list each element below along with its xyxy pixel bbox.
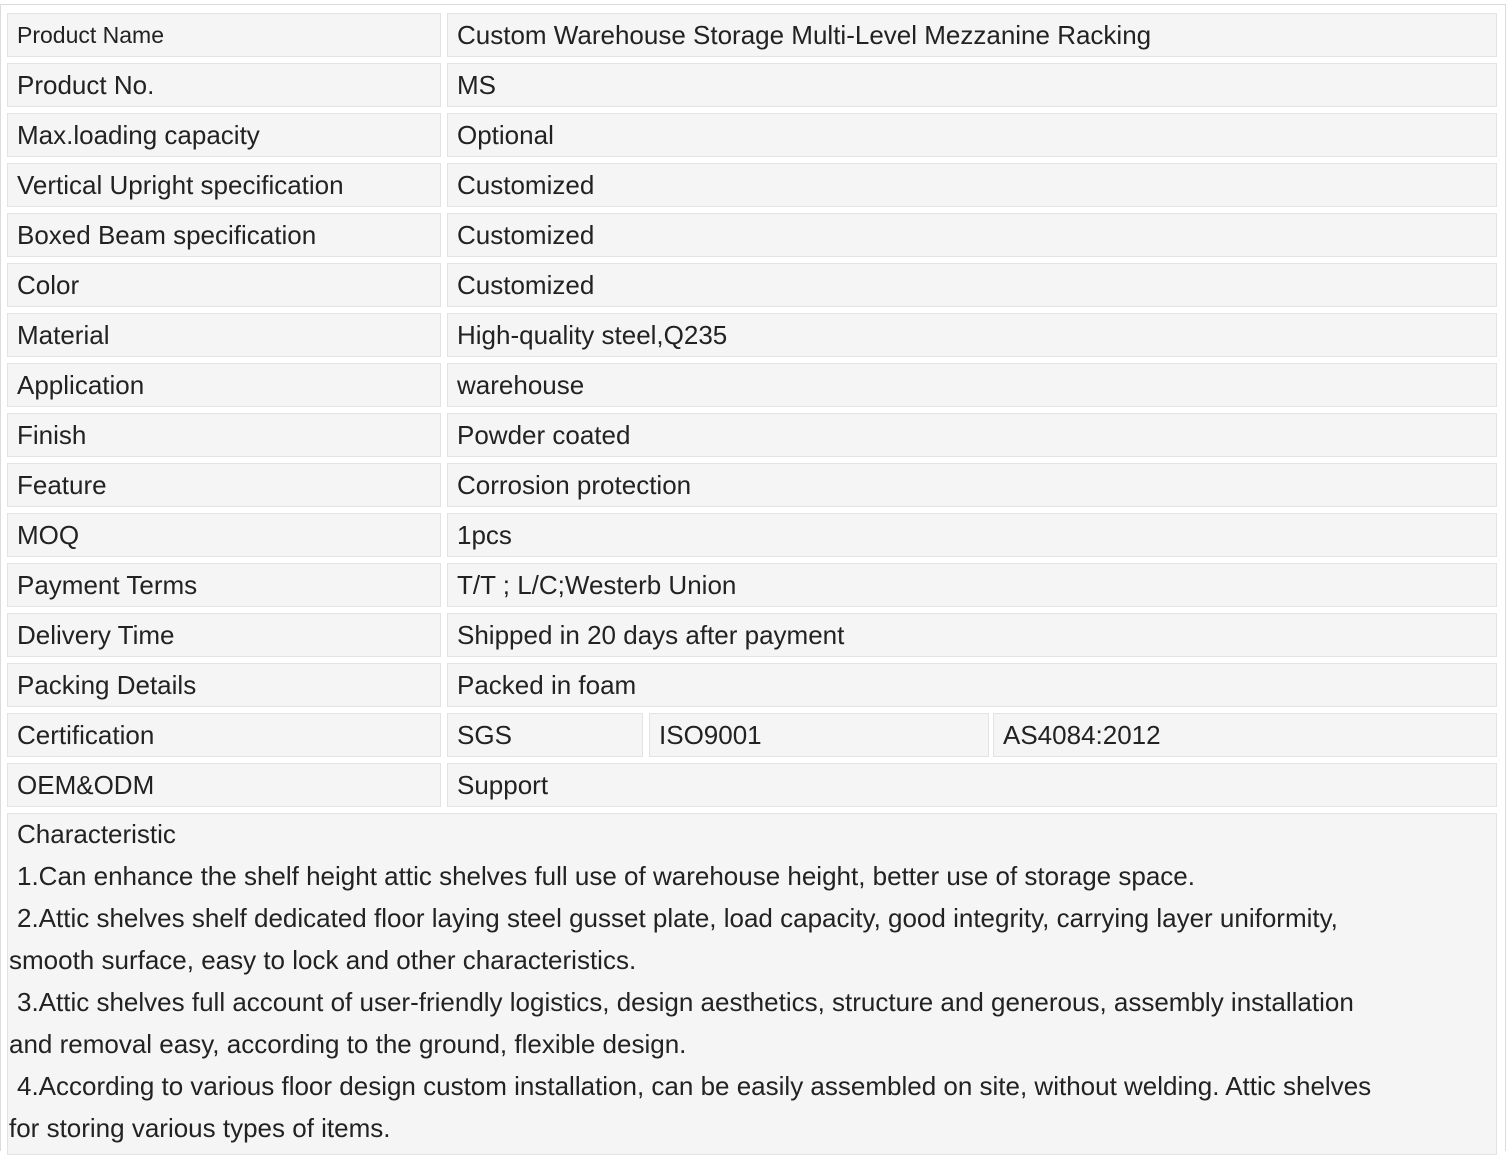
spec-value: warehouse (447, 363, 1497, 407)
spec-value: Corrosion protection (447, 463, 1497, 507)
spec-value: Customized (447, 163, 1497, 207)
characteristic-line: 4.According to various floor design custom installation, can be easily assembled on site, without welding. Attic shelves (17, 1071, 1372, 1101)
spec-value: Support (447, 763, 1497, 807)
spec-value: T/T ; L/C;Westerb Union (447, 563, 1497, 607)
characteristic-title: Characteristic (17, 819, 176, 849)
spec-label: Certification (7, 713, 441, 757)
spec-value: Customized (447, 263, 1497, 307)
spec-label: Product Name (7, 13, 441, 57)
spec-value: MS (447, 63, 1497, 107)
spec-value: Packed in foam (447, 663, 1497, 707)
characteristic-line: and removal easy, according to the ground, flexible design. (9, 1029, 687, 1059)
characteristic-section (7, 813, 1497, 1155)
spec-label: OEM&ODM (7, 763, 441, 807)
certification-value: AS4084:2012 (993, 713, 1497, 757)
spec-label: Material (7, 313, 441, 357)
spec-table (0, 4, 1506, 1151)
spec-label: Finish (7, 413, 441, 457)
spec-value: Powder coated (447, 413, 1497, 457)
spec-label: MOQ (7, 513, 441, 557)
spec-label: Application (7, 363, 441, 407)
spec-value: Custom Warehouse Storage Multi-Level Mezzanine Racking (447, 13, 1497, 57)
spec-value: 1pcs (447, 513, 1497, 557)
characteristic-line: 3.Attic shelves full account of user-friendly logistics, design aesthetics, structure and generous, assembly installation (17, 987, 1354, 1017)
spec-label: Color (7, 263, 441, 307)
spec-value: High-quality steel,Q235 (447, 313, 1497, 357)
spec-value: Customized (447, 213, 1497, 257)
characteristic-line: smooth surface, easy to lock and other characteristics. (9, 945, 637, 975)
spec-value: Shipped in 20 days after payment (447, 613, 1497, 657)
spec-value: Optional (447, 113, 1497, 157)
certification-value: SGS (447, 713, 643, 757)
characteristic-line: 1.Can enhance the shelf height attic shelves full use of warehouse height, better use of storage space. (17, 861, 1195, 891)
characteristic-line: for storing various types of items. (9, 1113, 391, 1143)
characteristic-line: 2.Attic shelves shelf dedicated floor laying steel gusset plate, load capacity, good integrity, carrying layer uniformity, (17, 903, 1338, 933)
spec-label: Max.loading capacity (7, 113, 441, 157)
spec-label: Payment Terms (7, 563, 441, 607)
spec-label: Vertical Upright specification (7, 163, 441, 207)
spec-label: Feature (7, 463, 441, 507)
certification-value: ISO9001 (649, 713, 989, 757)
spec-label: Boxed Beam specification (7, 213, 441, 257)
spec-label: Product No. (7, 63, 441, 107)
spec-label: Delivery Time (7, 613, 441, 657)
spec-label: Packing Details (7, 663, 441, 707)
